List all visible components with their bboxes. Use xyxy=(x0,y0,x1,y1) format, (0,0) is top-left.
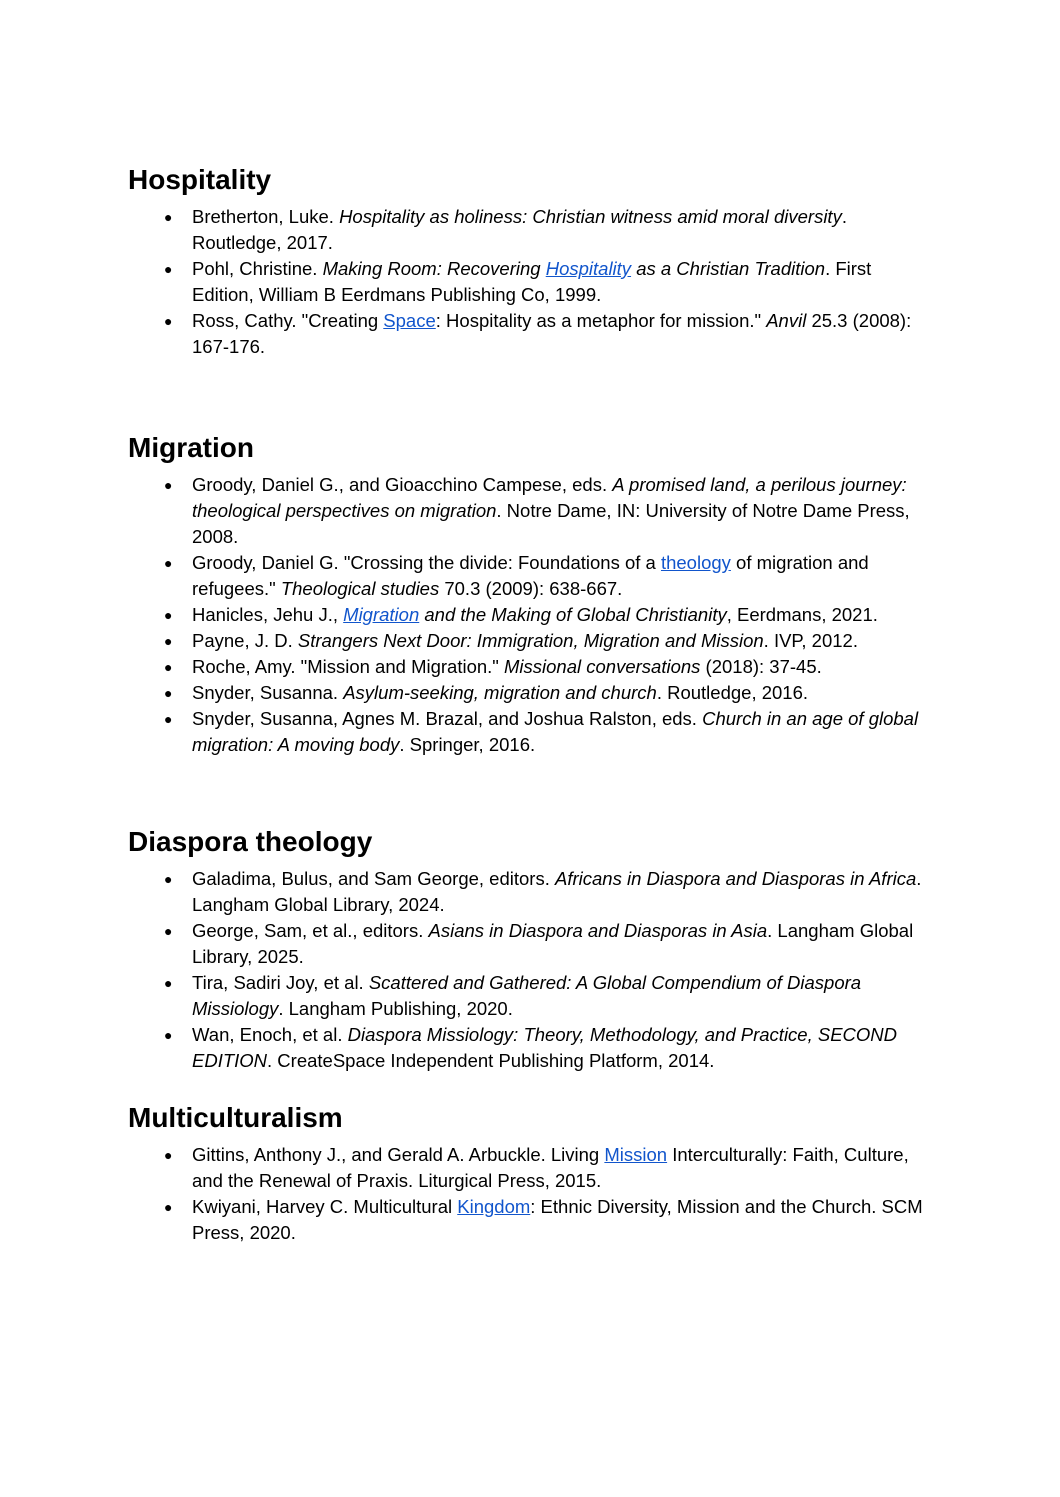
bullet-icon: ● xyxy=(164,477,173,493)
reference-item: ● George, Sam, et al., editors. Asians in Diaspora and Diasporas in Asia. Langham Global Library, 2025. xyxy=(164,920,914,967)
bullet-icon: ● xyxy=(164,871,173,887)
section-heading: Hospitality xyxy=(128,164,272,195)
bullet-icon: ● xyxy=(164,1147,173,1163)
bullet-icon: ● xyxy=(164,975,173,991)
section-migration xyxy=(128,430,928,758)
bullet-icon: ● xyxy=(164,685,173,701)
reference-item: ● Snyder, Susanna, Agnes M. Brazal, and Joshua Ralston, eds. Church in an age of global migration: A moving body. Springer, 2016. xyxy=(164,708,919,755)
bullet-icon: ● xyxy=(164,261,173,277)
hyperlink-kingdom[interactable]: Kingdom xyxy=(457,1196,531,1217)
bullet-icon: ● xyxy=(164,659,173,675)
reference-item: ● Galadima, Bulus, and Sam George, editors. Africans in Diaspora and Diasporas in Africa. Langham Global Library, 2024. xyxy=(164,868,922,915)
bullet-icon: ● xyxy=(164,607,173,623)
reference-item: ● Groody, Daniel G., and Gioacchino Campese, eds. A promised land, a perilous journey: theological perspectives on migration. Notre Dame, IN: University of Notre Dame Press, 2008. xyxy=(164,474,910,547)
hyperlink-hospitality[interactable]: Hospitality xyxy=(545,258,632,279)
reference-item: ● Hanicles, Jehu J., Migration and the Making of Global Christianity, Eerdmans, 2021. xyxy=(128,602,928,628)
hyperlink-mission[interactable]: Mission xyxy=(604,1144,668,1165)
reference-item: ● Wan, Enoch, et al. Diaspora Missiology: Theory, Methodology, and Practice, SECOND EDITION. CreateSpace Independent Publishing Platform, 2014. xyxy=(164,1024,898,1071)
bullet-icon: ● xyxy=(164,555,173,571)
reference-item: ● Gittins, Anthony J., and Gerald A. Arbuckle. Living Mission Interculturally: Faith, Culture, and the Renewal of Praxis. Liturgical Press, 2015. xyxy=(164,1144,909,1191)
reference-list xyxy=(128,866,928,1074)
hyperlink-space[interactable]: Space xyxy=(383,310,436,331)
reference-list xyxy=(128,1142,928,1246)
section-heading: Multiculturalism xyxy=(128,1102,343,1133)
reference-item: ● Groody, Daniel G. "Crossing the divide: Foundations of a theology of migration and refugees." Theological studies 70.3 (2009): 638-667. xyxy=(164,552,869,599)
bullet-icon: ● xyxy=(164,1027,173,1043)
section-hospitality xyxy=(128,162,928,360)
bullet-icon: ● xyxy=(164,313,173,329)
bullet-icon: ● xyxy=(164,209,173,225)
reference-item: ● Tira, Sadiri Joy, et al. Scattered and Gathered: A Global Compendium of Diaspora Missiology. Langham Publishing, 2020. xyxy=(164,972,862,1019)
reference-list xyxy=(128,472,928,758)
hyperlink-theology[interactable]: theology xyxy=(660,552,731,573)
reference-item: ● Kwiyani, Harvey C. Multicultural Kingdom: Ethnic Diversity, Mission and the Church. SCM Press, 2020. xyxy=(164,1196,923,1243)
reference-item: ● Bretherton, Luke. Hospitality as holiness: Christian witness amid moral diversity. Routledge, 2017. xyxy=(164,206,847,253)
section-multiculturalism xyxy=(128,1100,928,1246)
bullet-icon: ● xyxy=(164,633,173,649)
reference-item: ● Pohl, Christine. Making Room: Recovering Hospitality as a Christian Tradition. First Edition, William B Eerdmans Publishing Co, 1999. xyxy=(164,258,872,305)
section-heading: Diaspora theology xyxy=(128,826,373,857)
section-heading: Migration xyxy=(128,432,254,463)
reference-item: ● Snyder, Susanna. Asylum-seeking, migration and church. Routledge, 2016. xyxy=(128,680,928,706)
bullet-icon: ● xyxy=(164,923,173,939)
bullet-icon: ● xyxy=(164,711,173,727)
bullet-icon: ● xyxy=(164,1199,173,1215)
reference-item: ● Roche, Amy. "Mission and Migration." Missional conversations (2018): 37-45. xyxy=(128,654,928,680)
reference-item: ● Ross, Cathy. "Creating Space: Hospitality as a metaphor for mission." Anvil 25.3 (2008): 167-176. xyxy=(164,310,912,357)
reference-list xyxy=(128,204,928,360)
hyperlink-migration[interactable]: Migration xyxy=(343,604,420,625)
section-diaspora-theology xyxy=(128,824,928,1074)
document-page xyxy=(128,162,928,1246)
reference-item: ● Payne, J. D. Strangers Next Door: Immigration, Migration and Mission. IVP, 2012. xyxy=(128,628,928,654)
